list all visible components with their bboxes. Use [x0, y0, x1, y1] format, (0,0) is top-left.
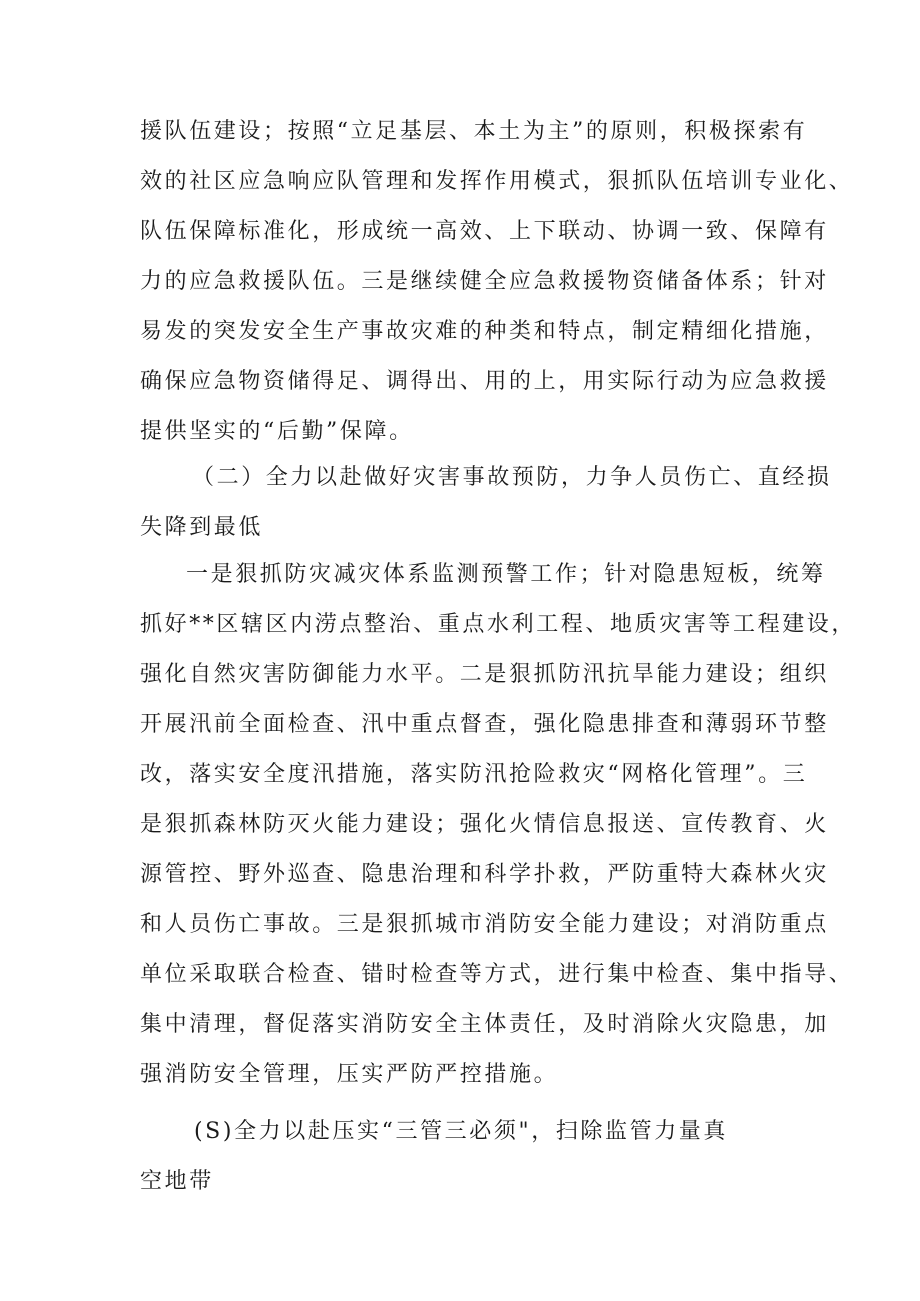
body-line-15: 和人员伤亡事故。三是狠抓城市消防安全能力建设；对消防重点 — [140, 912, 829, 937]
section-heading-2-line-1: （二）全力以赴做好灾害事故预防，力争人员伤亡、直经损 — [192, 465, 832, 490]
body-line-16: 单位采取联合检查、错时检查等方式，进行集中检查、集中指导、 — [140, 962, 854, 987]
section-heading-2-line-2: 失降到最低 — [140, 515, 264, 540]
body-line-1: 援队伍建设；按照“立足基层、本土为主”的原则，积极探索有 — [140, 119, 808, 144]
body-line-8: 一是狠抓防灾减灾体系监测预警工作；针对隐患短板，统筹 — [186, 562, 826, 587]
body-line-3: 队伍保障标准化，形成统一高效、上下联动、协调一致、保障有 — [140, 219, 829, 244]
body-line-10: 强化自然灾害防御能力水平。二是狠抓防汛抗旱能力建设；组织 — [140, 662, 829, 687]
body-line-9: 抓好**区辖区内涝点整治、重点水利工程、地质灾害等工程建设， — [140, 612, 857, 637]
body-line-13: 是狠抓森林防灭火能力建设；强化火情信息报送、宣传教育、火 — [140, 812, 829, 837]
body-line-6: 确保应急物资储得足、调得出、用的上，用实际行动为应急救援 — [140, 369, 829, 394]
body-line-4: 力的应急救援队伍。三是继续健全应急救援物资储备体系；针对 — [140, 269, 829, 294]
body-line-11: 开展汛前全面检查、汛中重点督查，强化隐患排查和薄弱环节整 — [140, 712, 829, 737]
section-heading-3-line-2: 空地带 — [140, 1169, 214, 1194]
body-line-17: 集中清理，督促落实消防安全主体责任，及时消除火灾隐患，加 — [140, 1012, 829, 1037]
body-line-5: 易发的突发安全生产事故灾难的种类和特点，制定精细化措施， — [140, 319, 829, 344]
section-heading-3-line-1: (S)全力以赴压实“三管三必须"，扫除监管力量真 — [194, 1119, 729, 1144]
body-line-14: 源管控、野外巡查、隐患治理和科学扑救，严防重特大森林火灾 — [140, 862, 829, 887]
body-line-2: 效的社区应急响应队管理和发挥作用模式，狠抓队伍培训专业化、 — [140, 169, 854, 194]
body-line-7: 提供坚实的“后勤”保障。 — [140, 419, 414, 444]
body-line-12: 改，落实安全度汛措施，落实防汛抢险救灾“网格化管理”。三 — [140, 762, 808, 787]
body-line-18: 强消防安全管理，压实严防严控措施。 — [140, 1062, 559, 1087]
